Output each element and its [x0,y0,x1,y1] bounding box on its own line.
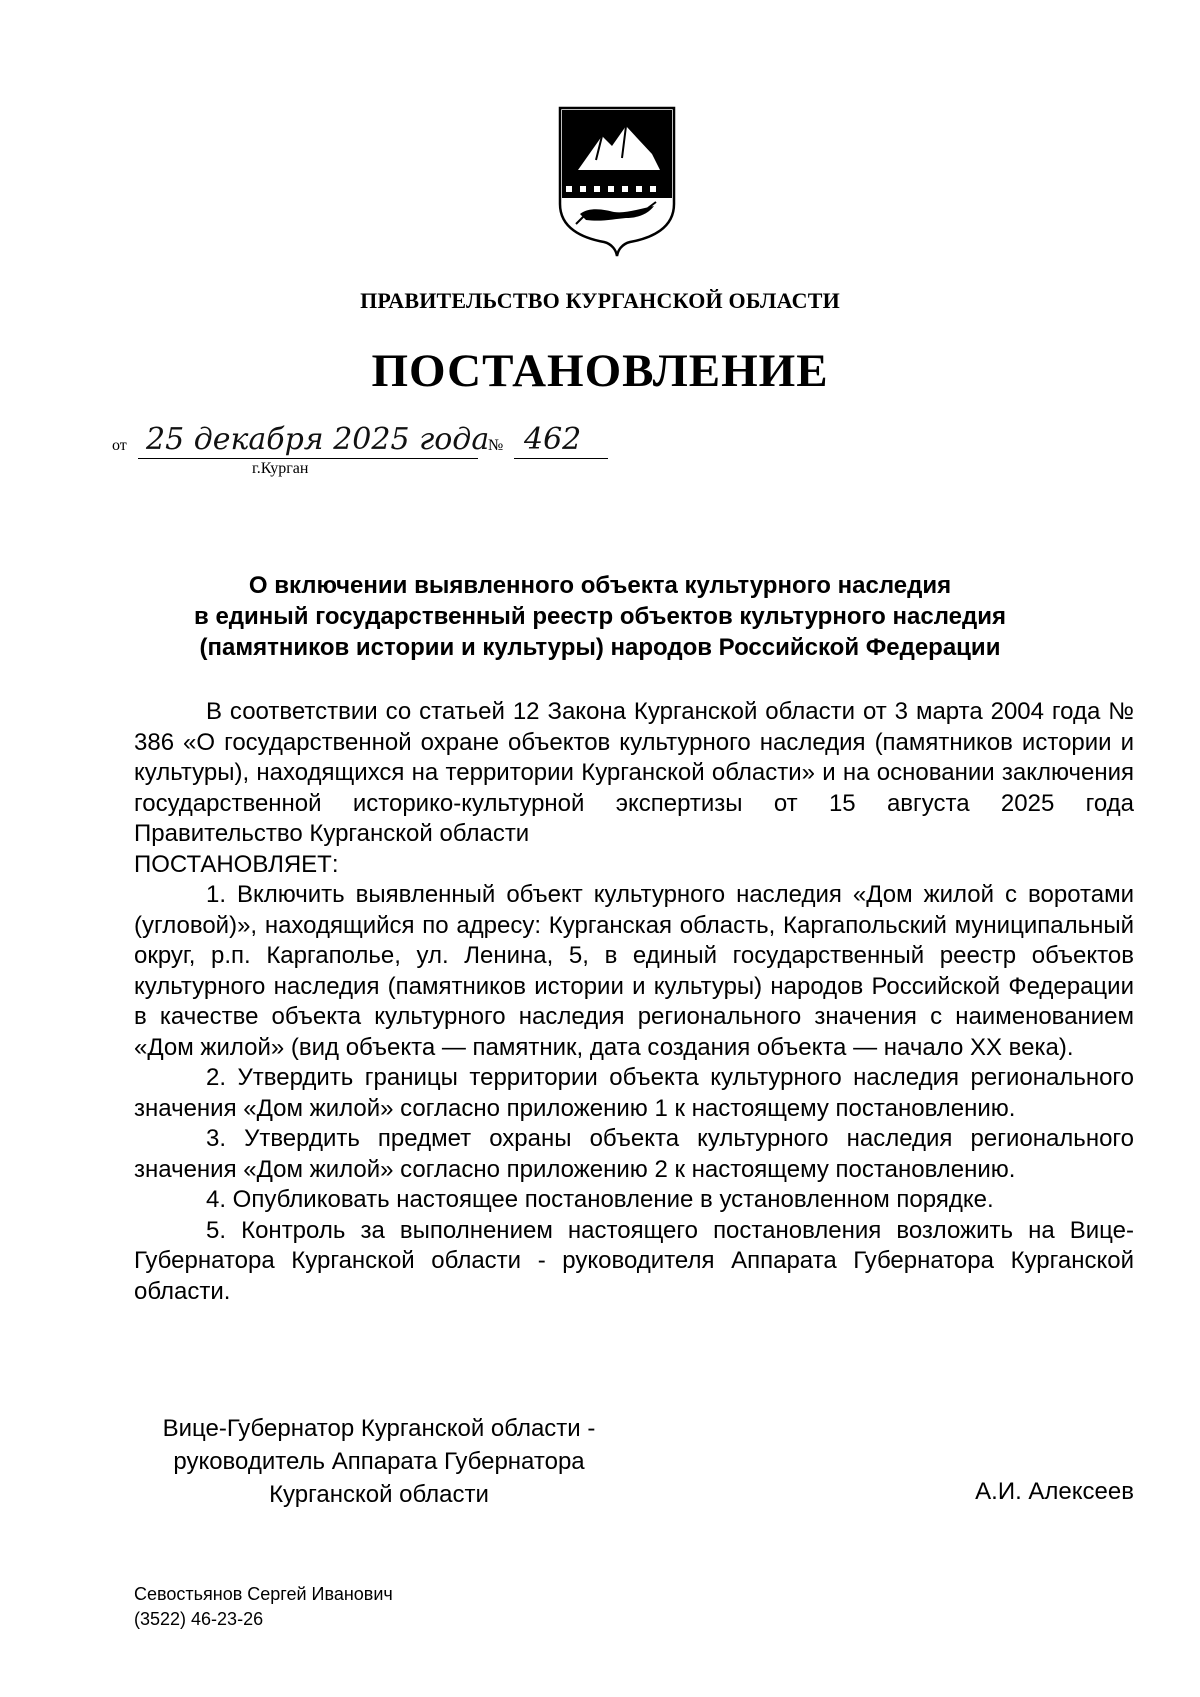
government-name: ПРАВИТЕЛЬСТВО КУРГАНСКОЙ ОБЛАСТИ [360,288,840,313]
decree-item: 2. Утвердить границы территории объекта культурного наследия регионального значения «Дом жилой» согласно приложению 1 к настоящему постановлению. [134,1064,1134,1122]
signatory-position [134,1412,624,1511]
decree-word: ПОСТАНОВЛЯЕТ: [134,850,339,878]
position-line: Вице-Губернатор Курганской области - [162,1415,596,1442]
decree-item: 5. Контроль за выполнением настоящего постановления возложить на Вице-Губернатора Курганской области - руководителя Аппарата Губернатора Курганской области. [134,1216,1134,1305]
executor-name: Севостьянов Сергей Иванович [134,1584,393,1604]
number-label: № [488,437,504,454]
position-line: руководитель Аппарата Губернатора [173,1448,585,1475]
decree-item: 3. Утвердить предмет охраны объекта культурного наследия регионального значения «Дом жилой» согласно приложению 2 к настоящему постановлению. [134,1125,1134,1183]
document-title [134,570,1066,663]
executor-info [134,1582,393,1632]
number-underline [514,458,608,459]
from-label: от [112,437,127,454]
preamble-paragraph: В соответствии со статьей 12 Закона Курганской области от 3 марта 2004 года № 386 «О государственной охране объектов культурного наследия (памятников истории и культуры), находящихся на территории Курганской области» и на основании заключения государственной историко-культурной экспертизы от 15 августа 2025 года Правительство Курганской области [134,698,1134,847]
title-line: в единый государственный реестр объектов культурного наследия [194,603,1006,630]
coat-of-arms-emblem [556,106,678,258]
city-label: г.Курган [252,460,309,477]
executor-phone: (3522) 46-23-26 [134,1609,264,1629]
date-underline [138,458,478,459]
decree-item: 1. Включить выявленный объект культурного наследия «Дом жилой с воротами (угловой)», находящийся по адресу: Курганская область, Каргапольский муниципальный округ, р.п. Каргаполье, ул. Ленина, 5, в единый государственный реестр объектов культурного наследия (памятников истории и культуры) народов Российской Федерации в качестве объекта культурного наследия регионального значения с наименованием «Дом жилой» (вид объекта — памятник, дата создания объекта — начало XX века). [134,881,1134,1061]
decree-item: 4. Опубликовать настоящее постановление в установленном порядке. [206,1186,994,1213]
title-line: О включении выявленного объекта культурного наследия [248,572,952,599]
number-handwritten: 462 [524,422,582,457]
document-body [134,697,1134,1307]
signatory-name: А.И. Алексеев [975,1478,1134,1505]
date-handwritten: 25 декабря 2025 года [146,422,490,457]
document-type: ПОСТАНОВЛЕНИЕ [371,345,829,397]
position-line: Курганской области [269,1481,489,1508]
title-line: (памятников истории и культуры) народов Российской Федерации [199,634,1001,661]
